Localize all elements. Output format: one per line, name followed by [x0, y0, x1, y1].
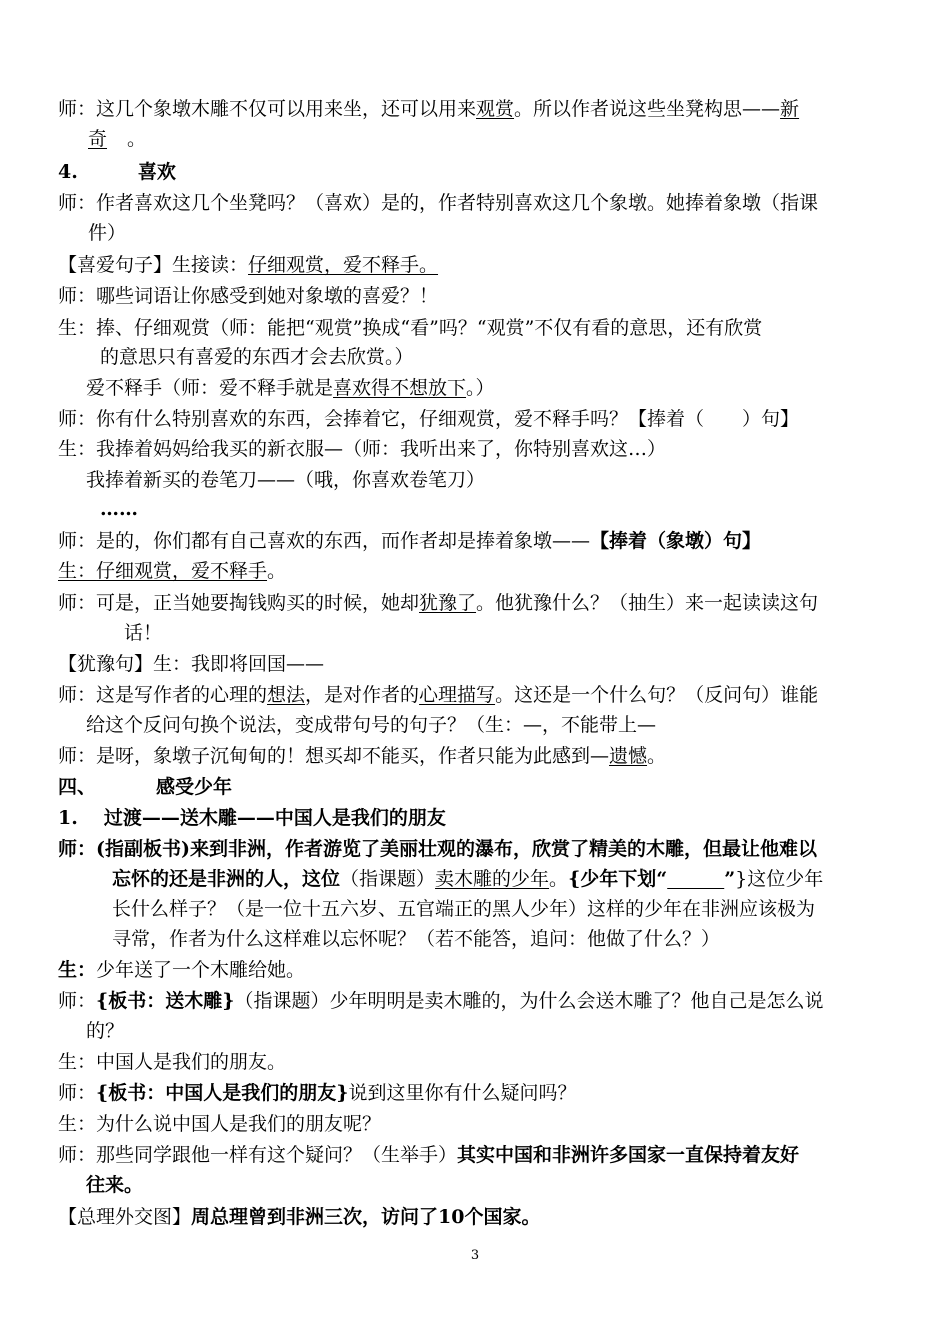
- text-segment: 师：是的，你们都有自己喜欢的东西，而作者却是捧着象墩——: [58, 530, 591, 552]
- dialogue-line: [58, 94, 799, 124]
- underlined-word: 生：: [58, 560, 97, 582]
- heading-title: 过渡——送木雕——中国人是我们的朋友: [103, 807, 446, 829]
- section-heading-4: [58, 157, 176, 187]
- bold-text: {板书：送木雕}: [96, 990, 235, 1012]
- underlined-phrase: 仔细观赏，爱不释手。: [248, 254, 439, 276]
- bold-text: 生：: [58, 959, 97, 981]
- text-segment: 师：可是，正当她要掏钱购买的时候，她却: [58, 592, 420, 614]
- dialogue-line-continued: 件）: [88, 222, 127, 244]
- dialogue-line: [58, 741, 666, 771]
- text-segment: 说到这里你有什么疑问吗？: [348, 1082, 577, 1104]
- bold-text: 忘怀的还是非洲的人，这位: [112, 868, 341, 890]
- dialogue-line: 生：我捧着妈妈给我买的新衣服—（师：我听出来了，你特别喜欢这…）: [58, 438, 667, 460]
- text-segment: 师：是呀，象墩子沉甸甸的！想买却不能买，作者只能为此感到—: [58, 745, 610, 767]
- dialogue-line-continued: 寻常，作者为什么这样难以忘怀呢？（若不能答，追问：他做了什么？）: [112, 928, 721, 950]
- dialogue-line: [58, 680, 818, 710]
- text-segment: 。: [647, 745, 667, 767]
- bold-text: {少年下划“: [568, 868, 668, 890]
- heading-number: 四、: [58, 776, 97, 798]
- text-segment: 师：: [58, 1082, 97, 1104]
- dialogue-line-continued: [112, 864, 823, 894]
- dialogue-line-continued: 长什么样子？（是一位十五六岁、五官端正的黑人少年）这样的少年在非洲应该极为: [112, 898, 816, 920]
- text-segment: 。）: [466, 377, 495, 399]
- dialogue-line: 我捧着新买的卷笔刀——（哦，你喜欢卷笔刀）: [86, 469, 486, 491]
- blank-underline: [667, 868, 724, 890]
- text-segment: 。这还是一个什么句？（反问句）谁能: [495, 684, 819, 706]
- text-segment: 师：: [58, 990, 97, 1012]
- text-segment: 。所以作者说这些坐凳构思——: [514, 98, 781, 120]
- dialogue-line-continued: [88, 124, 146, 154]
- dialogue-line: [58, 986, 823, 1016]
- section-heading-four: [58, 772, 232, 802]
- dialogue-line-continued: 话！: [124, 622, 163, 644]
- heading-title: 喜欢: [137, 161, 176, 183]
- dialogue-line-continued: 的意思只有喜爱的东西才会去欣赏。）: [100, 346, 414, 368]
- underlined-word: 观赏: [476, 98, 515, 120]
- heading-number: 4.: [58, 161, 78, 183]
- text-segment: 师：那些同学跟他一样有这个疑问？（生举手）: [58, 1144, 458, 1166]
- text-segment: 爱不释手（师：爱不释手就是: [86, 377, 334, 399]
- dialogue-line: [86, 373, 495, 403]
- text-segment: 。: [267, 560, 287, 582]
- underlined-word: 新: [780, 98, 800, 120]
- text-segment: 【喜爱句子】生接读：: [58, 254, 249, 276]
- bold-text: 【捧着（: [590, 530, 667, 552]
- dialogue-line: 师：作者喜欢这几个坐凳吗？（喜欢）是的，作者特别喜欢这几个象墩。她捧着象墩（指课: [58, 192, 819, 214]
- dialogue-line: 生：中国人是我们的朋友。: [58, 1051, 287, 1073]
- text-segment: （指课题）: [340, 868, 436, 890]
- dialogue-line: 生：为什么说中国人是我们的朋友呢？: [58, 1113, 382, 1135]
- text-segment: 少年送了一个木雕给她。: [96, 959, 306, 981]
- text-segment: 。: [549, 868, 569, 890]
- text-segment: 师：这几个象墩木雕不仅可以用来坐，还可以用来: [58, 98, 477, 120]
- text-segment: 。: [127, 128, 147, 150]
- text-segment: （指课题）少年明明是卖木雕的，为什么会送木雕了？他自己是怎么说: [234, 990, 824, 1012]
- dialogue-line-continued: 给这个反问句换个说法，变成带句号的句子？（生：—，不能带上—: [86, 714, 657, 736]
- dialogue-line: [58, 1140, 799, 1170]
- dialogue-line: [58, 250, 438, 280]
- underlined-phrase: 犹豫了: [419, 592, 477, 614]
- bold-text: 周总理曾到非洲三次，访问了10个国家。: [191, 1206, 541, 1228]
- heading-number: 1.: [58, 807, 78, 829]
- underlined-phrase: 仔细观赏，爱不释手: [96, 560, 268, 582]
- text-segment: ，是对作者的: [305, 684, 420, 706]
- dialogue-line: [58, 1202, 540, 1232]
- dialogue-line-continued: 往来。: [86, 1174, 144, 1196]
- bold-text: 其实中国和非洲许多国家一直保持着友好: [457, 1144, 800, 1166]
- bold-text: ）句】: [704, 530, 762, 552]
- underlined-phrase: 卖木雕的少年: [435, 868, 550, 890]
- dialogue-line-continued: 的？: [86, 1020, 125, 1042]
- page-number: 3: [470, 1248, 480, 1263]
- dialogue-line: [58, 556, 286, 586]
- dialogue-line: 师：(指副板书)来到非洲，作者游览了美丽壮观的瀑布，欣赏了精美的木雕，但最让他难以: [58, 838, 817, 860]
- ellipsis: ……: [100, 498, 138, 520]
- heading-title: 感受少年: [156, 776, 233, 798]
- underlined-phrase: 喜欢得不想放下: [333, 377, 467, 399]
- underlined-word: 想法: [267, 684, 306, 706]
- text-segment: 。他犹豫什么？（抽生）来一起读读这句: [476, 592, 819, 614]
- bold-text: 象墩: [666, 530, 705, 552]
- text-segment: 师：这是写作者的心理的: [58, 684, 268, 706]
- subsection-heading-1: [58, 803, 446, 833]
- bold-text: ”: [724, 868, 736, 890]
- dialogue-line: [58, 526, 761, 556]
- dialogue-line: 师：你有什么特别喜欢的东西，会捧着它，仔细观赏，爱不释手吗？【捧着（ ）句】: [58, 408, 800, 430]
- underlined-phrase: 心理描写: [419, 684, 496, 706]
- bold-text: {板书：中国人是我们的朋友}: [96, 1082, 349, 1104]
- text-segment: 【总理外交图】: [58, 1206, 192, 1228]
- dialogue-line: 师：哪些词语让你感受到她对象墩的喜爱？！: [58, 285, 439, 307]
- dialogue-line: 【犹豫句】生：我即将回国——: [58, 653, 325, 675]
- dialogue-line: [58, 1078, 576, 1108]
- text-segment: }这位少年: [735, 868, 824, 890]
- underlined-word: 奇: [88, 128, 108, 150]
- dialogue-line: 生：捧、仔细观赏（师：能把“观赏”换成“看”吗？“观赏”不仅有看的意思，还有欣赏: [58, 317, 763, 339]
- dialogue-line: [58, 588, 818, 618]
- dialogue-line: [58, 955, 305, 985]
- underlined-word: 遗憾: [609, 745, 648, 767]
